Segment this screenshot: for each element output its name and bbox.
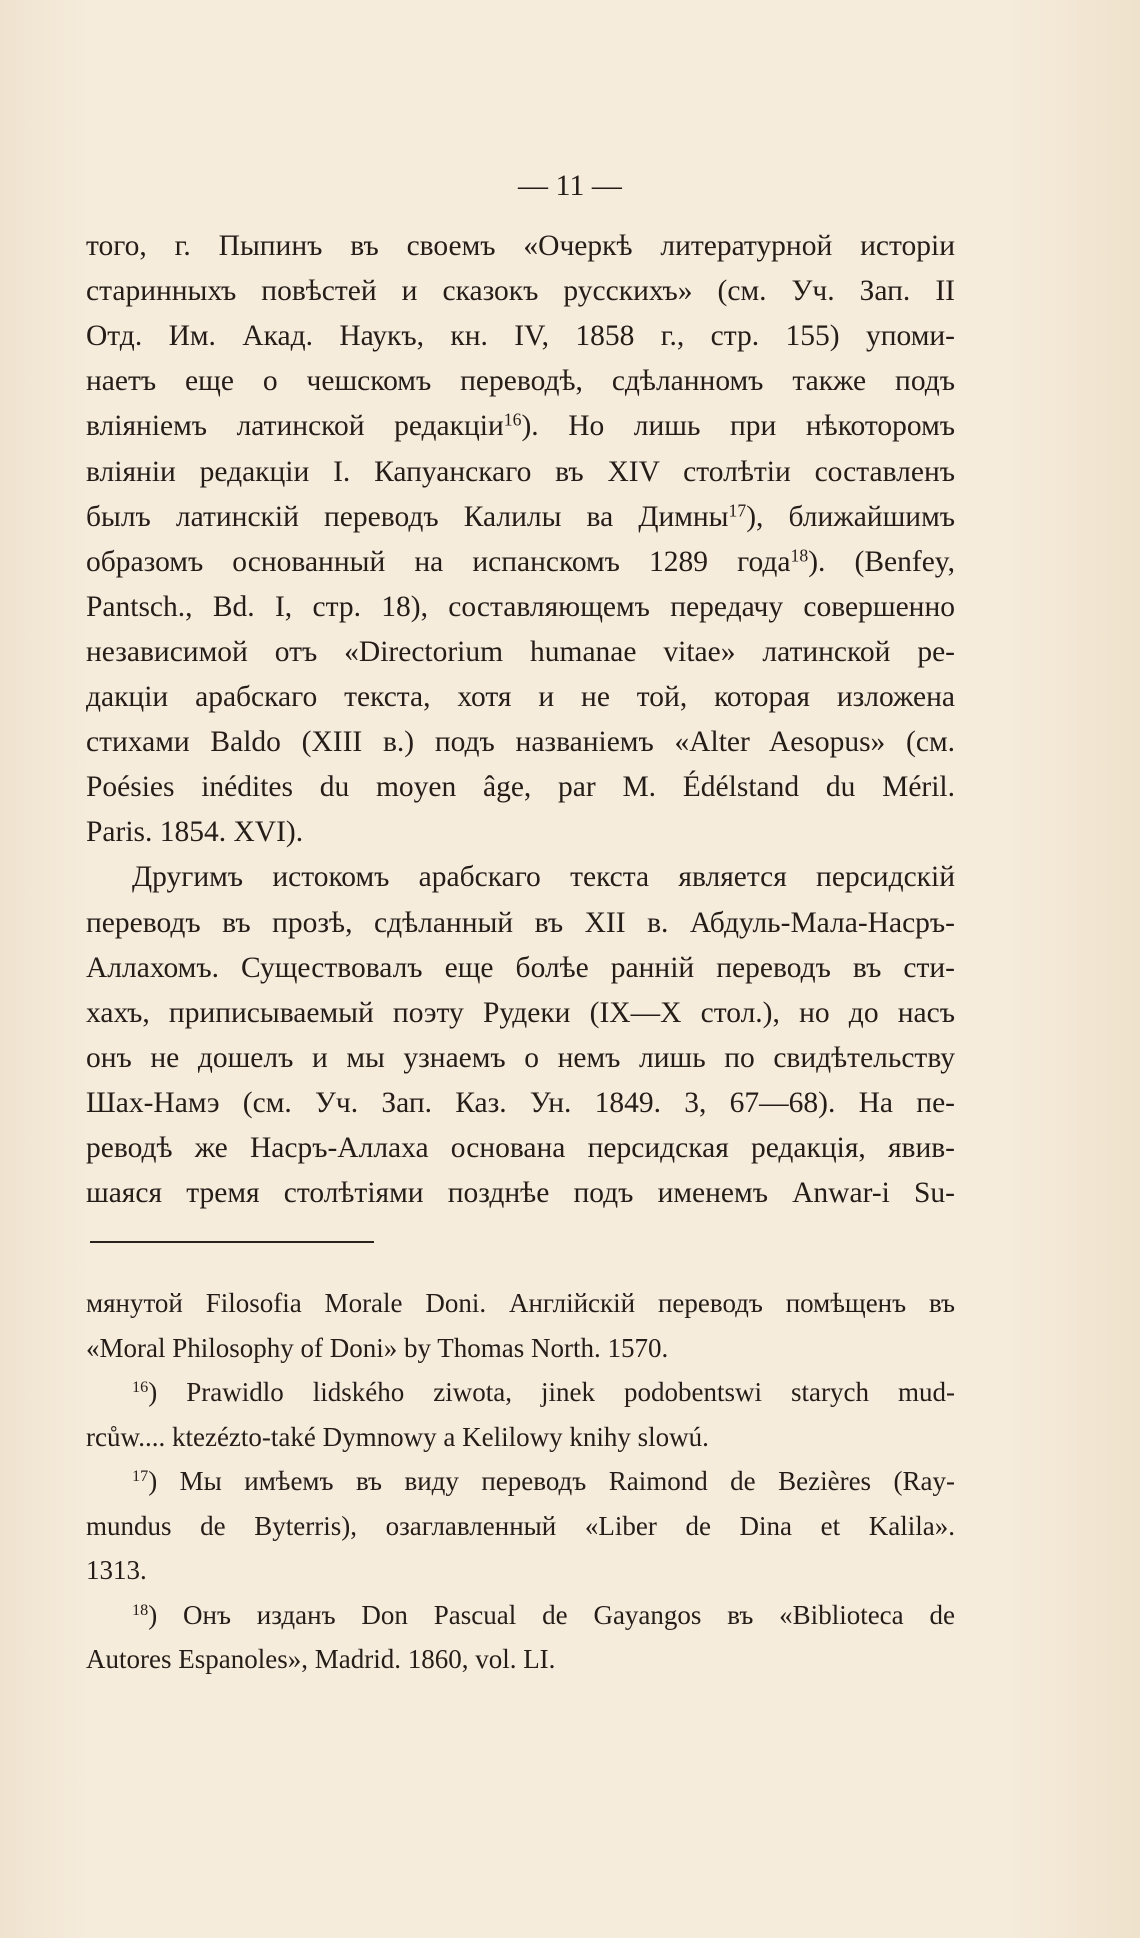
footnote-marker: 18	[790, 544, 809, 565]
body-line	[132, 857, 955, 897]
footnote-text: rcůw.... ktezézto-také Dymnowy a Kelilowy knihy slowú.	[86, 1421, 709, 1452]
body-line	[86, 361, 955, 401]
body-text: дакціи арабскаго текста, хотя и не той, которая изложена	[86, 681, 955, 713]
body-line	[86, 271, 955, 311]
body-text: стихами Baldo (XIII в.) подъ названіемъ «Alter Aesopus» (см.	[86, 726, 955, 759]
footnote-text: 1313.	[86, 1555, 147, 1585]
body-line	[86, 1128, 955, 1168]
body-text: хахъ, приписываемый поэту Рудеки (IX—X стол.), но до насъ	[86, 996, 955, 1029]
body-text: вліяніемъ латинской редакціи	[86, 410, 504, 443]
body-text: старинныхъ повѣстей и сказокъ русскихъ» (см. Уч. Зап. II	[86, 275, 955, 308]
footnote-text: «Moral Philosophy of Doni» by Thomas North. 1570.	[86, 1332, 669, 1363]
footnote-text: ) Prawidlo lidského ziwota, jinek podobentswi starych mud-	[148, 1377, 955, 1407]
body-text: былъ латинскій переводъ Калилы ва Димны	[86, 500, 729, 533]
body-text: Аллахомъ. Существовалъ еще болѣе ранній переводъ въ сти-	[86, 951, 955, 984]
body-text: вліяніи редакціи I. Капуанскаго въ XIV столѣтіи составленъ	[86, 455, 955, 488]
body-line	[86, 497, 955, 537]
body-line	[86, 542, 955, 582]
body-text: Другимъ истокомъ арабскаго текста является персидскій	[132, 861, 955, 894]
footnote-marker: 16	[503, 409, 522, 430]
body-text: Pantsch., Bd. I, стр. 18), составляющемъ передачу совершенно	[86, 590, 955, 623]
footnote-line	[132, 1595, 955, 1635]
footnote-line	[86, 1639, 955, 1679]
footnote-marker: 16	[132, 1378, 149, 1397]
body-line	[86, 226, 955, 266]
page-number: — 11 —	[518, 169, 622, 202]
body-line	[86, 903, 955, 943]
footnote-line	[86, 1283, 955, 1323]
footnote-text: Autores Espanoles», Madrid. 1860, vol. LI.	[86, 1644, 556, 1674]
footnote-marker: 17	[728, 499, 747, 520]
body-text: реводѣ же Насръ-Аллаха основана персидская редакція, явив-	[86, 1132, 955, 1164]
footnote-text: мянутой Filosofia Morale Doni. Англійскій переводъ помѣщенъ въ	[86, 1288, 955, 1318]
body-line	[86, 1038, 955, 1078]
body-line	[86, 948, 955, 988]
body-text: наетъ еще о чешскомъ переводѣ, сдѣланномъ также подъ	[86, 365, 955, 398]
body-text: образомъ основанный на испанскомъ 1289 года	[86, 545, 791, 578]
footnote-line	[86, 1328, 955, 1368]
footnote-separator	[90, 1241, 374, 1243]
body-text: ). Но лишь при нѣкоторомъ	[521, 410, 955, 443]
body-text: шаяся тремя столѣтіями позднѣе подъ именемъ Anwar-i Su-	[86, 1177, 955, 1210]
body-line	[86, 452, 955, 492]
body-text: переводъ въ прозѣ, сдѣланный въ XII в. Абдуль-Мала-Насръ-	[86, 906, 955, 939]
body-line	[86, 632, 955, 672]
body-text: ), ближайшимъ	[746, 500, 956, 533]
body-line	[86, 677, 955, 717]
footnote-text: mundus de Byterris), озаглавленный «Liber de Dina et Kalila».	[86, 1510, 955, 1541]
body-text: ). (Benfey,	[808, 545, 955, 578]
body-line	[86, 406, 955, 446]
body-line	[86, 1173, 955, 1213]
body-line	[86, 316, 955, 356]
footnote-line	[86, 1550, 955, 1590]
footnote-text: ) Мы имѣемъ въ виду переводъ Raimond de Bezières (Ray-	[148, 1466, 955, 1496]
footnote-line	[132, 1372, 955, 1412]
body-text: Шах-Намэ (см. Уч. Зап. Каз. Ун. 1849. 3, 67—68). На пе-	[86, 1086, 955, 1119]
footnote-line	[86, 1506, 955, 1546]
body-line	[86, 993, 955, 1033]
footnote-marker: 18	[132, 1600, 149, 1619]
body-text: независимой отъ «Directorium humanae vitae» латинской ре-	[86, 635, 955, 668]
body-line	[86, 812, 955, 852]
body-text: Poésies inédites du moyen âge, par M. Édélstand du Méril.	[86, 771, 955, 804]
body-line	[86, 767, 955, 807]
body-line	[86, 722, 955, 762]
body-text: Paris. 1854. XVI).	[86, 816, 304, 849]
footnote-text: ) Онъ изданъ Don Pascual de Gayangos въ «Biblioteca de	[148, 1599, 955, 1630]
body-text: онъ не дошелъ и мы узнаемъ о немъ лишь по свидѣтельству	[86, 1041, 955, 1074]
footnote-marker: 17	[132, 1467, 149, 1486]
body-line	[86, 587, 955, 627]
footnote-line	[132, 1461, 955, 1501]
body-text: Отд. Им. Акад. Наукъ, кн. IV, 1858 г., стр. 155) упоми-	[86, 320, 955, 353]
body-line	[86, 1083, 955, 1123]
footnote-line	[86, 1417, 955, 1457]
body-text: того, г. Пыпинъ въ своемъ «Очеркѣ литературной исторіи	[86, 230, 955, 262]
